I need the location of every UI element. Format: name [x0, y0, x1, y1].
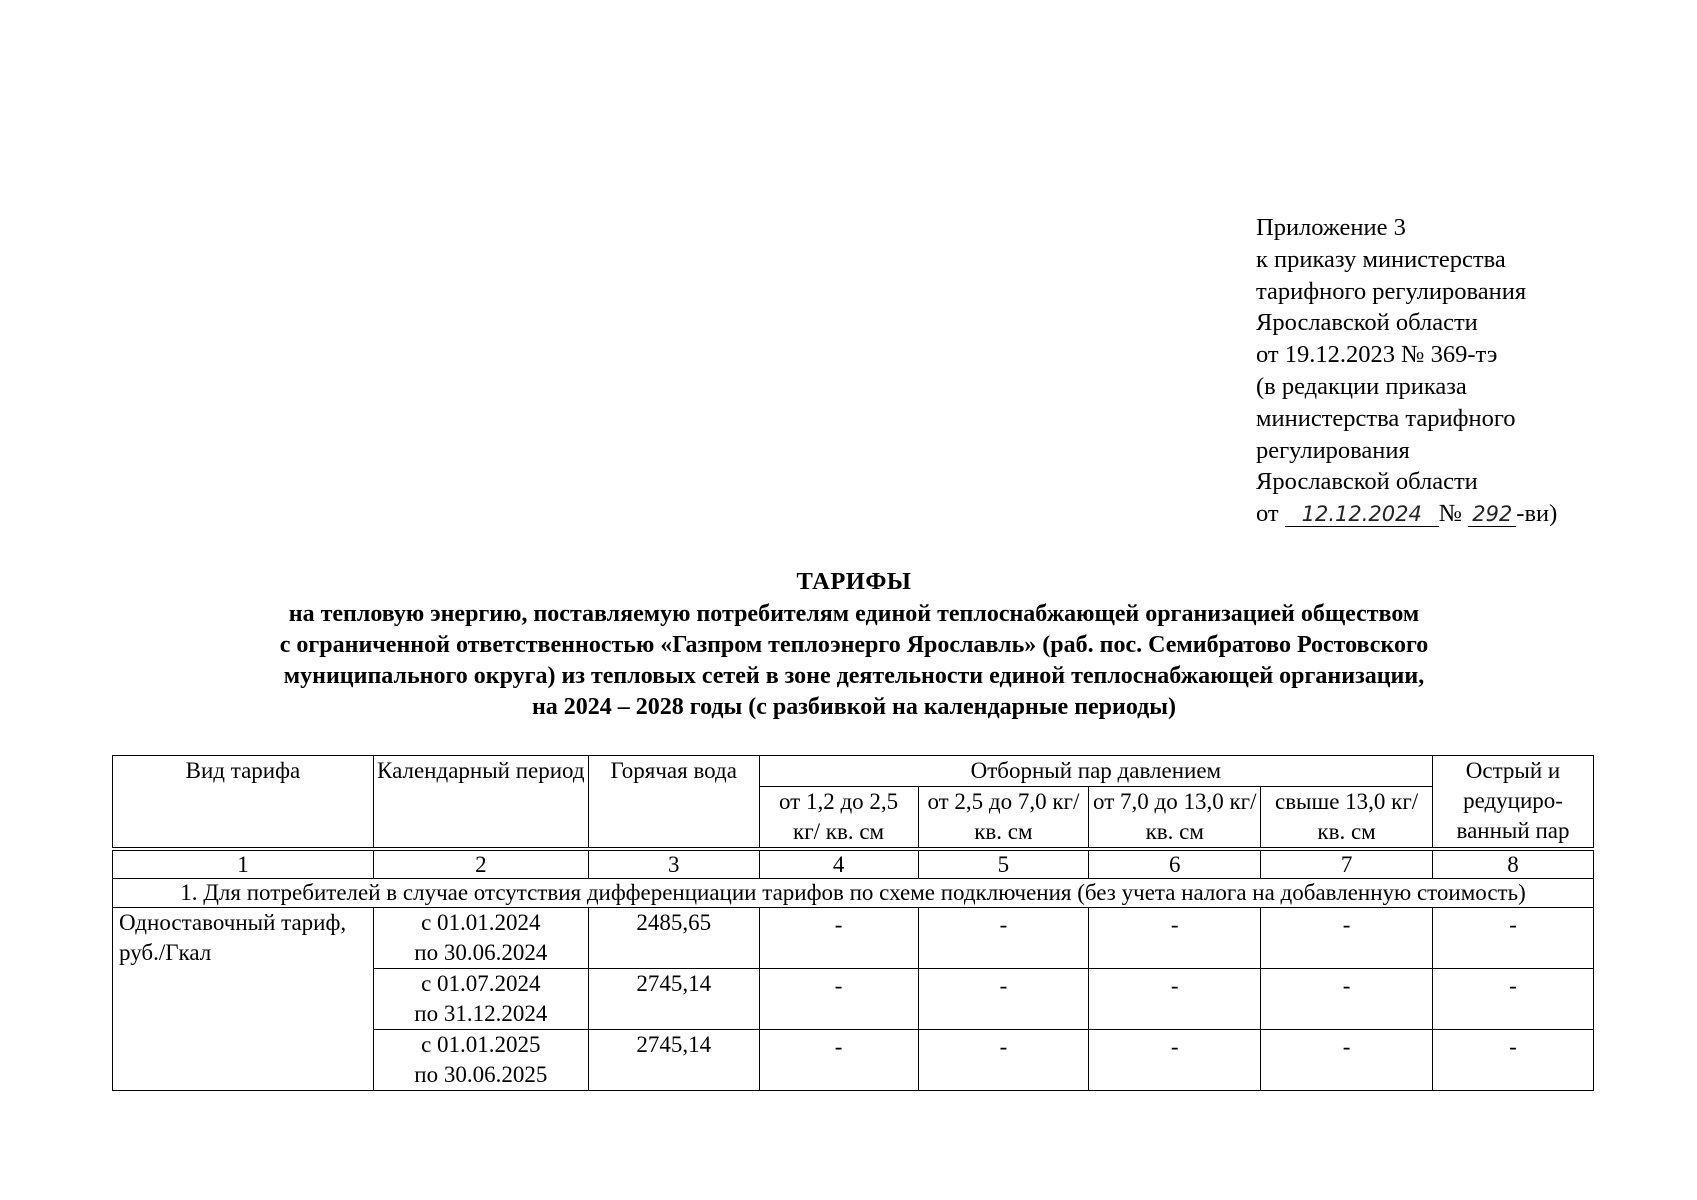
value-cell: - — [918, 969, 1089, 1030]
hot-water-value: 2485,65 — [588, 908, 759, 969]
appendix-line: министерства тарифного — [1256, 404, 1516, 432]
column-number: 6 — [1089, 849, 1261, 879]
handwritten-date: 12.12.2024 — [1285, 502, 1439, 527]
section-row — [113, 879, 1594, 908]
value-cell: - — [1089, 908, 1261, 969]
appendix-line: от 19.12.2023 № 369-тэ — [1256, 341, 1498, 369]
value-cell: - — [1433, 969, 1594, 1030]
title-line: на 2024 – 2028 годы (с разбивкой на календарные периоды) — [531, 694, 1177, 720]
appendix-line: тарифного регулирования — [1256, 277, 1527, 305]
header-steam-4: свыше 13,0 кг/ кв. см — [1261, 787, 1433, 850]
section-title: 1. Для потребителей в случае отсутствия дифференциации тарифов по схеме подключения (без учета налога на добавленную стоимость) — [113, 879, 1594, 908]
column-number: 7 — [1261, 849, 1433, 879]
value-cell: - — [1261, 908, 1433, 969]
header-period: Календарный период — [373, 756, 588, 850]
value-cell: - — [759, 969, 918, 1030]
value-cell: - — [918, 1030, 1089, 1091]
value-cell: - — [918, 908, 1089, 969]
appendix-line: Приложение 3 — [1256, 214, 1406, 241]
title-line: на тепловую энергию, поставляемую потребителям единой теплоснабжающей организацией обществом — [288, 601, 1420, 627]
period-from: с 01.01.2024 — [421, 910, 541, 935]
tariff-table — [112, 755, 1594, 1091]
column-number: 4 — [759, 849, 918, 879]
period-from: с 01.01.2025 — [421, 1032, 541, 1057]
title-line: муниципального округа) из тепловых сетей в зоне деятельности единой теплоснабжающей организации, — [283, 663, 1425, 689]
column-number: 1 — [113, 849, 374, 879]
tariff-name: Одноставочный тариф, руб./Гкал — [113, 908, 374, 1091]
column-number-row — [113, 849, 1594, 879]
title-line: с ограниченной ответственностью «Газпром теплоэнерго Ярославль» (раб. пос. Семибратово Ростовского — [279, 632, 1429, 658]
header-steam-group: Отборный пар давлением — [759, 756, 1432, 787]
value-cell: - — [759, 908, 918, 969]
period-to: по 31.12.2024 — [414, 1001, 548, 1026]
value-cell: - — [1261, 969, 1433, 1030]
header-steam-2: от 2,5 до 7,0 кг/ кв. см — [918, 787, 1089, 850]
period-cell — [373, 908, 588, 969]
column-number: 5 — [918, 849, 1089, 879]
appendix-line: регулирования — [1256, 436, 1410, 464]
period-cell — [373, 1030, 588, 1091]
document-title — [112, 566, 1596, 723]
column-number: 2 — [373, 849, 588, 879]
value-cell: - — [759, 1030, 918, 1091]
period-to: по 30.06.2025 — [414, 1062, 548, 1087]
hot-water-value: 2745,14 — [588, 969, 759, 1030]
title-main: ТАРИФЫ — [796, 568, 912, 595]
value-cell: - — [1089, 1030, 1261, 1091]
header-steam-1: от 1,2 до 2,5 кг/ кв. см — [759, 787, 918, 850]
period-cell — [373, 969, 588, 1030]
hot-water-value: 2745,14 — [588, 1030, 759, 1091]
column-number: 8 — [1433, 849, 1594, 879]
column-number: 3 — [588, 849, 759, 879]
appendix-line: Ярославской области — [1256, 468, 1478, 496]
last-suffix: -ви) — [1516, 500, 1558, 528]
value-cell: - — [1261, 1030, 1433, 1091]
handwritten-number: 292 — [1468, 502, 1516, 527]
last-prefix: от — [1256, 500, 1285, 528]
header-steam-3: от 7,0 до 13,0 кг/ кв. см — [1089, 787, 1261, 850]
header-row — [113, 756, 1594, 787]
header-tariff-type: Вид тарифа — [113, 756, 374, 850]
value-cell: - — [1433, 1030, 1594, 1091]
period-to: по 30.06.2024 — [414, 940, 548, 965]
appendix-note — [1256, 212, 1557, 530]
period-from: с 01.07.2024 — [421, 971, 541, 996]
appendix-line: (в редакции приказа — [1256, 372, 1467, 400]
appendix-last-line — [1256, 498, 1557, 530]
header-sharp-steam: Острый и редуциро-ванный пар — [1433, 756, 1594, 850]
value-cell: - — [1433, 908, 1594, 969]
table-row — [113, 908, 1594, 969]
header-hot-water: Горячая вода — [588, 756, 759, 850]
number-sign: № — [1438, 500, 1469, 528]
appendix-line: к приказу министерства — [1256, 245, 1506, 273]
appendix-line: Ярославской области — [1256, 309, 1478, 337]
value-cell: - — [1089, 969, 1261, 1030]
